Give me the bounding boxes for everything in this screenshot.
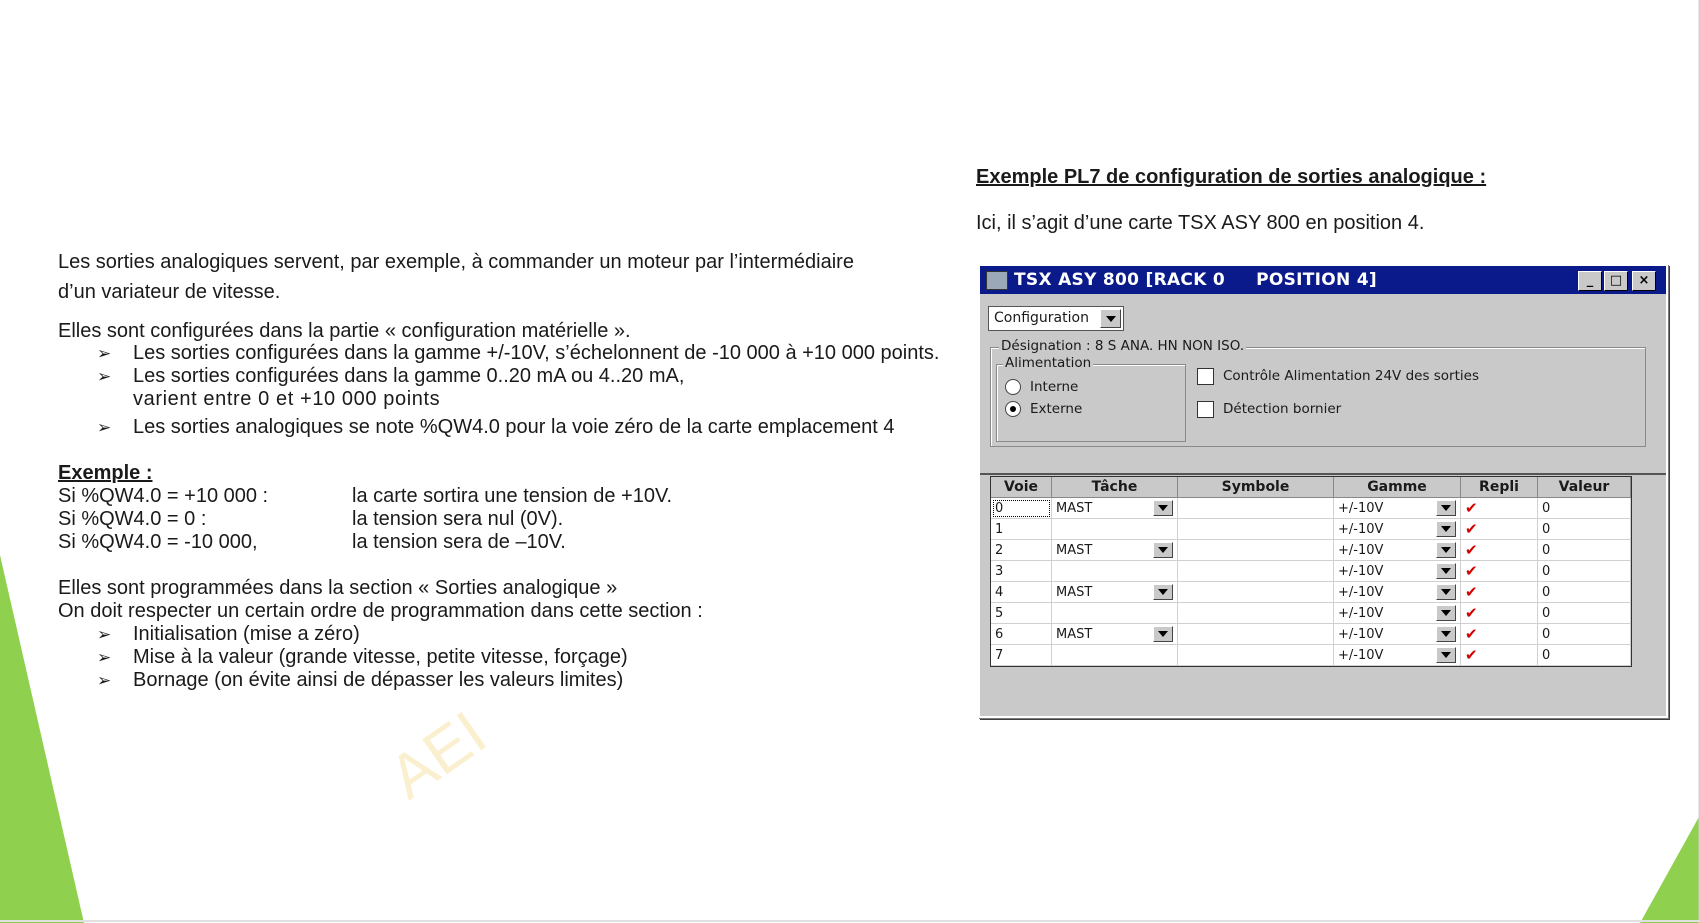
chevron-down-icon[interactable] (1436, 584, 1456, 600)
cell-gamme[interactable] (1334, 561, 1461, 582)
cell-gamme-value: +/-10V (1338, 521, 1384, 537)
config-window (978, 264, 1668, 718)
cell-repli[interactable] (1461, 645, 1538, 666)
cell-voie[interactable]: 4 (991, 582, 1052, 603)
chevron-down-icon[interactable] (1436, 542, 1456, 558)
separator (980, 473, 1666, 475)
bullet-arrow-icon: ➢ (97, 671, 112, 690)
bullet-item: Les sorties configurées dans la gamme 0..20 mA ou 4..20 mA, (133, 365, 685, 387)
cell-gamme-value: +/-10V (1338, 542, 1384, 558)
example-title: Exemple : (58, 462, 153, 484)
chevron-down-icon[interactable] (1153, 626, 1173, 642)
maximize-button[interactable]: □ (1604, 271, 1628, 291)
cell-gamme[interactable] (1334, 540, 1461, 561)
cell-valeur[interactable]: 0 (1538, 624, 1631, 645)
checkmark-icon[interactable]: ✔ (1465, 625, 1478, 643)
bullet-item: Les sorties analogiques se note %QW4.0 pour la voie zéro de la carte emplacement 4 (133, 416, 895, 438)
cell-voie[interactable]: 3 (991, 561, 1052, 582)
cell-gamme-value: +/-10V (1338, 626, 1384, 642)
radio-external[interactable] (1005, 401, 1021, 417)
checkmark-icon[interactable]: ✔ (1465, 646, 1478, 664)
chevron-down-icon[interactable] (1436, 605, 1456, 621)
chevron-down-icon[interactable] (1436, 626, 1456, 642)
cell-symbole[interactable] (1178, 540, 1334, 561)
column-header-gamme[interactable]: Gamme (1334, 477, 1461, 498)
cell-tache[interactable] (1052, 582, 1178, 603)
cell-symbole[interactable] (1178, 582, 1334, 603)
bullet-item-continued: varient entre 0 et +10 000 points (133, 388, 441, 410)
cell-repli[interactable] (1461, 561, 1538, 582)
cell-valeur[interactable]: 0 (1538, 540, 1631, 561)
cell-gamme[interactable] (1334, 645, 1461, 666)
bullet-item: Initialisation (mise a zéro) (133, 623, 360, 645)
designation-group (990, 338, 1646, 447)
cell-voie[interactable]: 1 (991, 519, 1052, 540)
cell-symbole[interactable] (1178, 645, 1334, 666)
checkbox-supply-control-label: Contrôle Alimentation 24V des sorties (1223, 368, 1479, 384)
watermark: AEI (377, 698, 499, 813)
cell-repli[interactable] (1461, 498, 1538, 519)
cell-tache[interactable] (1052, 498, 1178, 519)
cell-tache[interactable] (1052, 561, 1178, 582)
close-button[interactable]: × (1632, 271, 1656, 291)
cell-repli[interactable] (1461, 582, 1538, 603)
cell-symbole[interactable] (1178, 519, 1334, 540)
chevron-down-icon[interactable] (1436, 500, 1456, 516)
intro-line-1: Les sorties analogiques servent, par exemple, à commander un moteur par l’intermédiaire (58, 251, 854, 273)
checkmark-icon[interactable]: ✔ (1465, 499, 1478, 517)
column-header-tache[interactable]: Tâche (1052, 477, 1178, 498)
cell-tache-value: MAST (1056, 500, 1093, 516)
cell-gamme[interactable] (1334, 519, 1461, 540)
chevron-down-icon[interactable] (1153, 500, 1173, 516)
table-row[interactable] (991, 561, 1631, 582)
window-title: TSX ASY 800 [RACK 0 POSITION 4] (1014, 270, 1378, 290)
cell-voie[interactable]: 0 (991, 498, 1052, 519)
chevron-down-icon[interactable] (1153, 542, 1173, 558)
checkbox-terminal-detection[interactable] (1197, 401, 1214, 418)
checkmark-icon[interactable]: ✔ (1465, 583, 1478, 601)
bullet-arrow-icon: ➢ (97, 418, 112, 437)
right-title: Exemple PL7 de configuration de sorties analogique : (976, 166, 1487, 188)
cell-symbole[interactable] (1178, 498, 1334, 519)
cell-gamme[interactable] (1334, 624, 1461, 645)
cell-valeur[interactable]: 0 (1538, 561, 1631, 582)
checkbox-terminal-detection-label: Détection bornier (1223, 401, 1342, 417)
cell-tache[interactable] (1052, 624, 1178, 645)
checkmark-icon[interactable]: ✔ (1465, 541, 1478, 559)
radio-internal-label: Interne (1030, 379, 1079, 395)
bullet-item: Bornage (on évite ainsi de dépasser les valeurs limites) (133, 669, 624, 691)
right-subtitle: Ici, il s’agit d’une carte TSX ASY 800 en position 4. (976, 212, 1425, 234)
column-header-repli[interactable]: Repli (1461, 477, 1538, 498)
cell-gamme[interactable] (1334, 582, 1461, 603)
table-row[interactable] (991, 624, 1631, 645)
config-line: Elles sont configurées dans la partie « configuration matérielle ». (58, 320, 631, 342)
program-line-2: On doit respecter un certain ordre de programmation dans cette section : (58, 600, 703, 622)
cell-tache[interactable] (1052, 540, 1178, 561)
table-row[interactable] (991, 603, 1631, 624)
bullet-item: Mise à la valeur (grande vitesse, petite vitesse, forçage) (133, 646, 628, 668)
radio-external-label: Externe (1030, 401, 1083, 417)
bullet-arrow-icon: ➢ (97, 344, 112, 363)
checkmark-icon[interactable]: ✔ (1465, 604, 1478, 622)
cell-tache-value: MAST (1056, 626, 1093, 642)
bullet-arrow-icon: ➢ (97, 625, 112, 644)
radio-internal[interactable] (1005, 379, 1021, 395)
chevron-down-icon[interactable] (1100, 309, 1121, 328)
cell-repli[interactable] (1461, 624, 1538, 645)
cell-gamme[interactable] (1334, 498, 1461, 519)
table-header-row (991, 477, 1631, 498)
bullet-arrow-icon: ➢ (97, 648, 112, 667)
alimentation-group (996, 355, 1186, 442)
checkmark-icon[interactable]: ✔ (1465, 562, 1478, 580)
window-titlebar[interactable] (980, 266, 1666, 294)
cell-voie[interactable]: 5 (991, 603, 1052, 624)
cell-symbole[interactable] (1178, 561, 1334, 582)
checkbox-supply-control[interactable] (1197, 368, 1214, 385)
table-row[interactable] (991, 645, 1631, 666)
example-condition: Si %QW4.0 = +10 000 : (58, 485, 269, 507)
cell-valeur[interactable]: 0 (1538, 498, 1631, 519)
checkmark-icon[interactable]: ✔ (1465, 520, 1478, 538)
bullet-arrow-icon: ➢ (97, 367, 112, 386)
example-condition: Si %QW4.0 = -10 000, (58, 531, 258, 553)
cell-gamme-value: +/-10V (1338, 584, 1384, 600)
intro-line-2: d’un variateur de vitesse. (58, 281, 281, 303)
cell-gamme-value: +/-10V (1338, 605, 1384, 621)
mode-select-value: Configuration (994, 310, 1089, 326)
column-header-symbole[interactable]: Symbole (1178, 477, 1334, 498)
chevron-down-icon[interactable] (1436, 521, 1456, 537)
bullet-item: Les sorties configurées dans la gamme +/-10V, s’échelonnent de -10 000 à +10 000 points. (133, 342, 940, 364)
cell-gamme-value: +/-10V (1338, 500, 1384, 516)
module-icon (986, 271, 1008, 290)
cell-tache[interactable] (1052, 603, 1178, 624)
table-row[interactable] (991, 498, 1631, 519)
alimentation-label: Alimentation (1005, 355, 1092, 371)
column-header-voie[interactable]: Voie (991, 477, 1052, 498)
cell-tache[interactable] (1052, 519, 1178, 540)
example-result: la tension sera de –10V. (352, 531, 566, 553)
cell-voie[interactable]: 2 (991, 540, 1052, 561)
example-result: la carte sortira une tension de +10V. (352, 485, 673, 507)
cell-valeur[interactable]: 0 (1538, 519, 1631, 540)
table-row[interactable] (991, 519, 1631, 540)
channel-table (990, 476, 1632, 667)
cell-voie[interactable]: 7 (991, 645, 1052, 666)
cell-symbole[interactable] (1178, 624, 1334, 645)
cell-tache[interactable] (1052, 645, 1178, 666)
cell-gamme-value: +/-10V (1338, 647, 1384, 663)
table-row[interactable] (991, 540, 1631, 561)
cell-valeur[interactable]: 0 (1538, 603, 1631, 624)
cell-valeur[interactable]: 0 (1538, 582, 1631, 603)
cell-repli[interactable] (1461, 603, 1538, 624)
cell-valeur[interactable]: 0 (1538, 645, 1631, 666)
mode-select[interactable] (988, 306, 1124, 331)
cell-voie[interactable]: 6 (991, 624, 1052, 645)
cell-repli[interactable] (1461, 519, 1538, 540)
cell-symbole[interactable] (1178, 603, 1334, 624)
example-result: la tension sera nul (0V). (352, 508, 564, 530)
cell-tache-value: MAST (1056, 542, 1093, 558)
example-condition: Si %QW4.0 = 0 : (58, 508, 207, 530)
cell-gamme-value: +/-10V (1338, 563, 1384, 579)
program-line-1: Elles sont programmées dans la section « Sorties analogique » (58, 577, 618, 599)
column-header-valeur[interactable]: Valeur (1538, 477, 1631, 498)
cell-repli[interactable] (1461, 540, 1538, 561)
minimize-button[interactable]: _ (1578, 271, 1602, 291)
designation-label: Désignation : 8 S ANA. HN NON ISO. (1001, 338, 1245, 354)
cell-tache-value: MAST (1056, 584, 1093, 600)
chevron-down-icon[interactable] (1153, 584, 1173, 600)
chevron-down-icon[interactable] (1436, 647, 1456, 663)
table-row[interactable] (991, 582, 1631, 603)
chevron-down-icon[interactable] (1436, 563, 1456, 579)
table-body (991, 498, 1631, 666)
cell-gamme[interactable] (1334, 603, 1461, 624)
